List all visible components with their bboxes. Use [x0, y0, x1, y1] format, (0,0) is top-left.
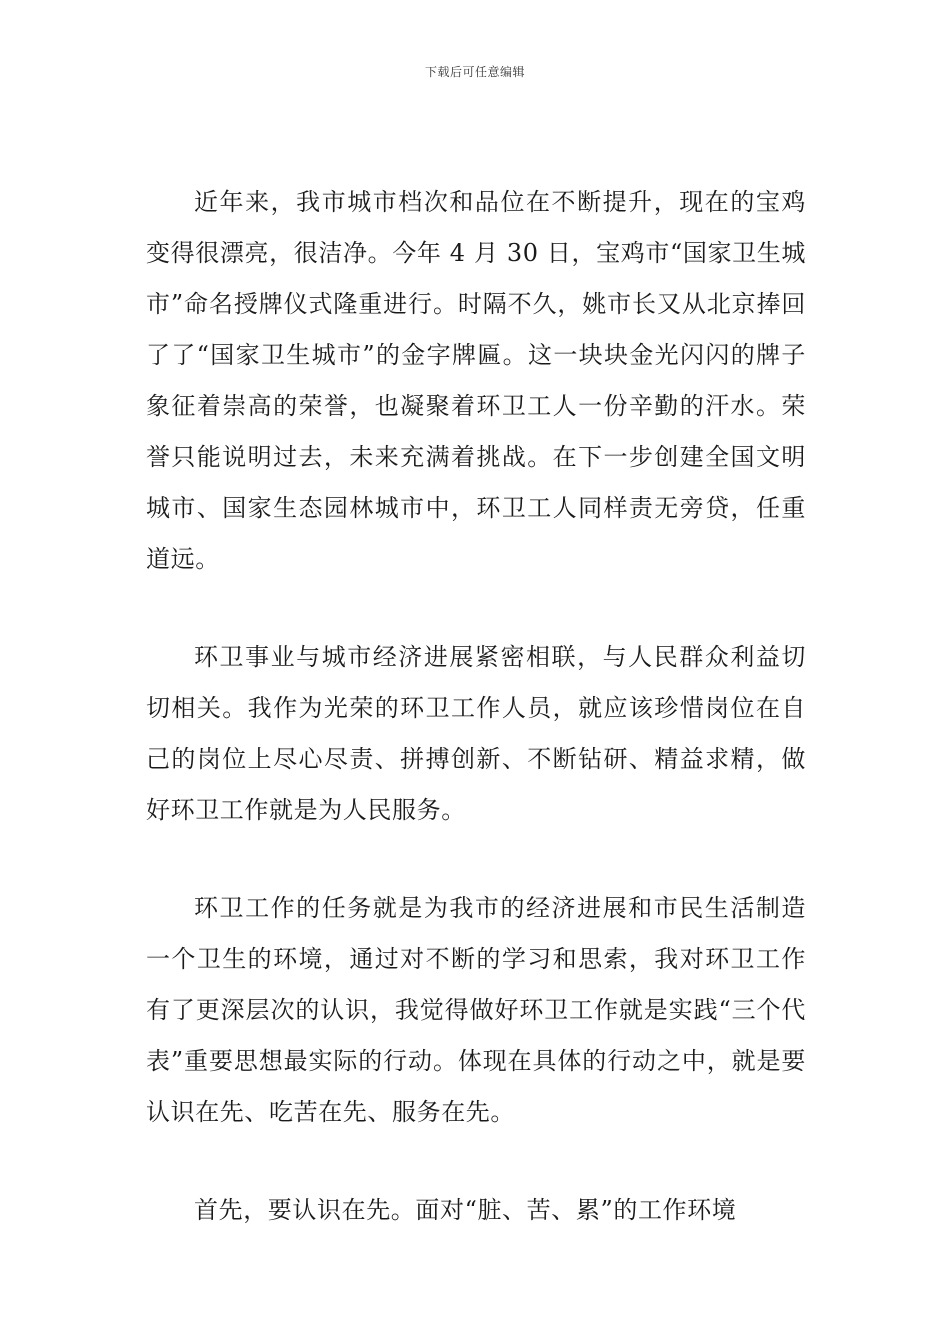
paragraph-1: 近年来，我市城市档次和品位在不断提升，现在的宝鸡变得很漂亮，很洁净。今年 4 月 30 日，宝鸡市“国家卫生城市”命名授牌仪式隆重进行。时隔不久，姚市长又从北京捧回了了“国家卫生城市”的金字牌匾。这一块块金光闪闪的牌子象征着崇高的荣誉，也凝聚着环卫工人一份辛勤的汗水。荣誉只能说明过去，未来充满着挑战。在下一步创建全国文明城市、国家生态园林城市中，环卫工人同样责无旁贷，任重道远。	[146, 188, 806, 573]
page-header-note: 下载后可任意编辑	[424, 65, 525, 79]
paragraph-3: 环卫工作的任务就是为我市的经济进展和市民生活制造一个卫生的环境，通过对不断的学习和思索，我对环卫工作有了更深层次的认识，我觉得做好环卫工作就是实践“三个代表”重要思想最实际的行动。体现在具体的行动之中，就是要认识在先、吃苦在先、服务在先。	[146, 894, 806, 1126]
paragraph-4: 首先，要认识在先。面对“脏、苦、累”的工作环境	[194, 1196, 737, 1224]
document-body	[146, 177, 806, 1236]
paragraph-2: 环卫事业与城市经济进展紧密相联，与人民群众利益切切相关。我作为光荣的环卫工作人员，就应该珍惜岗位在自己的岗位上尽心尽责、拼搏创新、不断钻研、精益求精，做好环卫工作就是为人民服务。	[146, 643, 806, 824]
